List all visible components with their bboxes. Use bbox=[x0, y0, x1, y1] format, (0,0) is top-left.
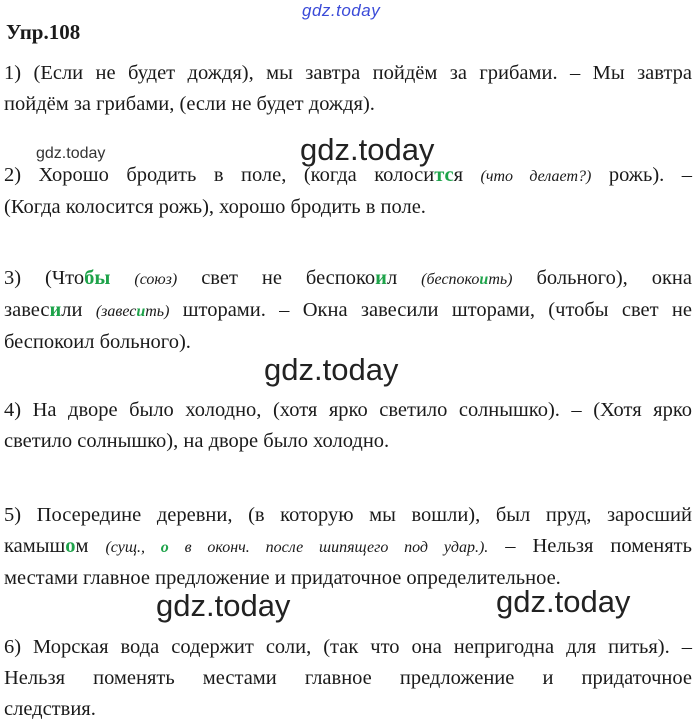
highlight: и bbox=[479, 271, 489, 288]
text: 2) Хорошо бродить в поле, (когда колоси bbox=[4, 164, 435, 186]
highlight: и bbox=[49, 299, 62, 321]
sentence-6-line-1: 6) Морская вода содержит соли, (так что она непригодна для питья). – bbox=[4, 636, 692, 658]
text: л bbox=[386, 267, 422, 289]
watermark-2: gdz.today bbox=[264, 352, 399, 387]
highlight: бы bbox=[84, 267, 111, 289]
sentence-3-line-3: беспокоил больного). bbox=[4, 331, 191, 353]
watermark-1: gdz.today bbox=[300, 132, 435, 167]
text: больного), окна bbox=[512, 267, 693, 289]
sentence-6-line-2: Нельзя поменять местами главное предложение и придаточное bbox=[4, 667, 692, 689]
exercise-title: Упр.108 bbox=[6, 20, 81, 44]
watermark-small: gdz.today bbox=[36, 145, 106, 162]
sentence-3 bbox=[4, 263, 692, 358]
text: завес bbox=[4, 299, 50, 321]
text: (завес bbox=[95, 303, 137, 320]
highlight: тс bbox=[434, 164, 454, 186]
sentence-1-line-2: пойдём за грибами, (если не будет дождя). bbox=[4, 93, 375, 115]
grammar-note: (что делает?) bbox=[480, 168, 592, 185]
text: – Нельзя поменять bbox=[488, 535, 692, 557]
sentence-5-line-3: местами главное предложение и придаточное определительное. bbox=[4, 567, 561, 589]
sentence-6 bbox=[4, 632, 692, 725]
sentence-6-line-3: следствия. bbox=[4, 698, 96, 720]
grammar-note: (союз) bbox=[134, 271, 178, 288]
highlight: о bbox=[65, 535, 76, 557]
sentence-4-line-2: светило солнышко), на дворе было холодно. bbox=[4, 430, 390, 452]
text: (беспоко bbox=[421, 271, 480, 288]
text: ть) bbox=[488, 271, 513, 288]
highlight: и bbox=[136, 303, 146, 320]
sentence-4-line-1: 4) На дворе было холодно, (хотя ярко светило солнышко). – (Хотя ярко bbox=[4, 399, 692, 421]
sentence-2 bbox=[4, 160, 692, 223]
grammar-note bbox=[96, 303, 170, 320]
sentence-1 bbox=[4, 58, 692, 120]
text: шторами. – Окна завесили шторами, (чтобы свет не bbox=[169, 299, 692, 321]
watermark-3: gdz.today bbox=[156, 588, 291, 623]
highlight: о bbox=[160, 539, 169, 556]
text: камыш bbox=[4, 535, 66, 557]
sentence-3-line-1 bbox=[4, 263, 692, 295]
watermark-top: gdz.today bbox=[302, 1, 381, 20]
text: я bbox=[453, 164, 481, 186]
sentence-5-line-1: 5) Посередине деревни, (в которую мы вошли), был пруд, заросший bbox=[4, 504, 692, 526]
sentence-1-line-1: 1) (Если не будет дождя), мы завтра пойдём за грибами. – Мы завтра bbox=[4, 62, 692, 84]
grammar-note bbox=[421, 271, 512, 288]
sentence-5 bbox=[4, 500, 692, 594]
sentence-3-line-2 bbox=[4, 295, 692, 327]
sentence-5-line-2 bbox=[4, 531, 692, 563]
text: свет не беспоко bbox=[177, 267, 376, 289]
text: 3) (Что bbox=[4, 267, 85, 289]
text: ть) bbox=[145, 303, 170, 320]
sentence-2-line-2: (Когда колосится рожь), хорошо бродить в поле. bbox=[4, 196, 426, 218]
sentence-2-line-1 bbox=[4, 160, 692, 192]
highlight: и bbox=[375, 267, 387, 289]
text: (сущ., bbox=[105, 539, 161, 556]
sentence-4 bbox=[4, 395, 692, 457]
text: ли bbox=[61, 299, 96, 321]
grammar-note bbox=[105, 539, 488, 556]
text: м bbox=[75, 535, 106, 557]
text: рожь). – bbox=[591, 164, 692, 186]
watermark-4: gdz.today bbox=[496, 584, 631, 619]
text: в оконч. после шипящего под удар.). bbox=[168, 539, 489, 556]
